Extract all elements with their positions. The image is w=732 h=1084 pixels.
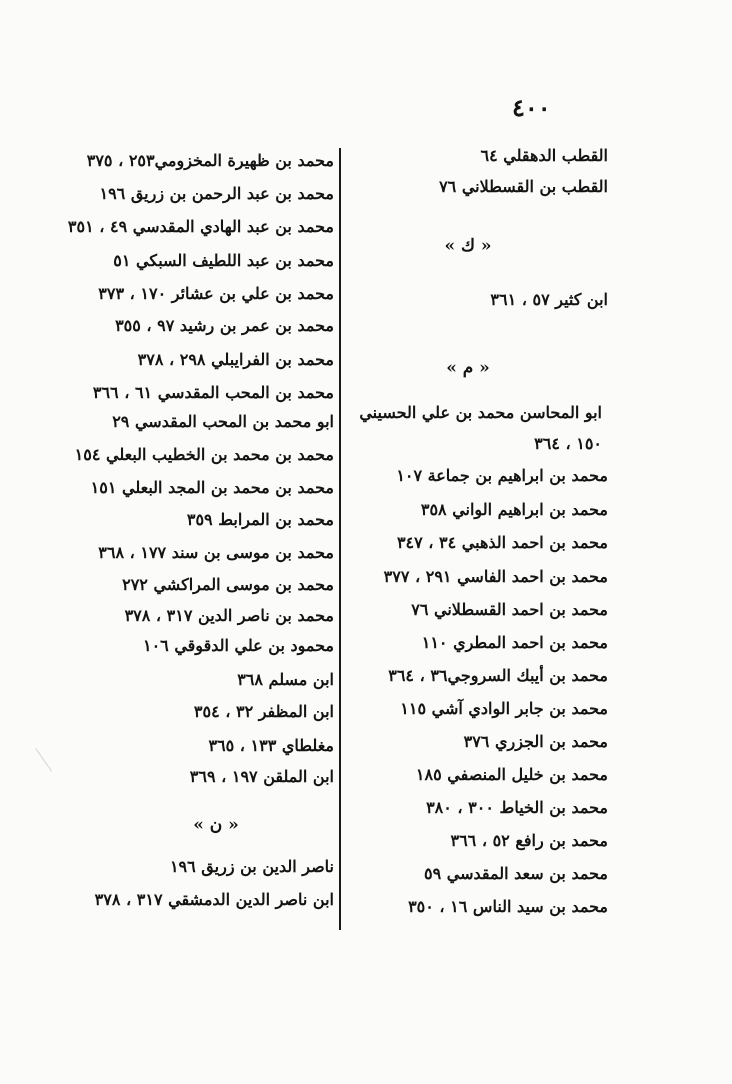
index-entry: محمد بن ناصر الدين ٣١٧ ، ٣٧٨ — [124, 606, 334, 625]
index-entry: ابن مسلم ٣٦٨ — [237, 670, 334, 689]
index-entry: ابن ناصر الدين الدمشقي ٣١٧ ، ٣٧٨ — [94, 890, 334, 909]
index-entry: محمد بن سيد الناس ١٦ ، ٣٥٠ — [408, 897, 608, 916]
index-entry: ابن المظفر ٣٢ ، ٣٥٤ — [193, 702, 334, 721]
index-entry: محمد بن المحب المقدسي ٦١ ، ٣٦٦ — [92, 383, 334, 402]
index-entry: محمد بن المرابط ٣٥٩ — [186, 510, 334, 529]
index-entry: محمد بن سعد المقدسي ٥٩ — [424, 864, 608, 883]
index-entry: ابو المحاسن محمد بن علي الحسيني — [359, 403, 602, 422]
index-entry: محمد بن موسى المراكشي ٢٧٢ — [122, 575, 334, 594]
section-heading-mim: « م » — [446, 358, 490, 378]
index-entry: محمد بن عبد الرحمن بن زريق ١٩٦ — [99, 184, 334, 203]
section-heading-kaf: « ك » — [444, 236, 492, 256]
index-entry: ابو محمد بن المحب المقدسي ٢٩ — [112, 412, 334, 431]
index-entry: محمد بن أيبك السروجي٣٦ ، ٣٦٤ — [388, 666, 608, 685]
index-entry: محمد بن محمد بن الخطيب البعلي ١٥٤ — [74, 445, 334, 464]
index-entry: مغلطاي ١٣٣ ، ٣٦٥ — [208, 736, 334, 755]
index-entry: محمد بن ابراهيم بن جماعة ١٠٧ — [396, 466, 608, 485]
index-entry: محمد بن عبد اللطيف السبكي ٥١ — [113, 251, 334, 270]
index-entry: محمد بن الفرايبلي ٢٩٨ ، ٣٧٨ — [137, 350, 334, 369]
index-entry: محمد بن علي بن عشائر ١٧٠ ، ٣٧٣ — [98, 284, 334, 303]
index-entry: محمد بن احمد الذهبي ٣٤ ، ٣٤٧ — [396, 533, 608, 552]
index-entry: محمد بن الخياط ٣٠٠ ، ٣٨٠ — [426, 798, 608, 817]
index-entry: القطب بن القسطلاني ٧٦ — [439, 177, 608, 196]
index-entry: محمد بن عمر بن رشيد ٩٧ ، ٣٥٥ — [115, 316, 334, 335]
index-entry: محمد بن الجزري ٣٧٦ — [463, 732, 608, 751]
index-entry: ناصر الدين بن زريق ١٩٦ — [169, 857, 334, 876]
index-entry: محمد بن احمد الفاسي ٢٩١ ، ٣٧٧ — [383, 567, 608, 586]
page-number: ٤٠٠ — [512, 93, 551, 122]
index-entry: محمد بن رافع ٥٢ ، ٣٦٦ — [450, 831, 608, 850]
index-entry: ابن كثير ٥٧ ، ٣٦١ — [490, 290, 608, 309]
index-entry: محمد بن ابراهيم الواني ٣٥٨ — [420, 500, 608, 519]
index-entry: محمود بن علي الدقوقي ١٠٦ — [142, 636, 334, 655]
index-entry: محمد بن احمد المطري ١١٠ — [421, 633, 608, 652]
index-entry: محمد بن جابر الوادي آشي ١١٥ — [400, 699, 608, 718]
index-entry: ابن الملقن ١٩٧ ، ٣٦٩ — [189, 767, 334, 786]
column-divider — [339, 148, 341, 930]
index-entry: محمد بن عبد الهادي المقدسي ٤٩ ، ٣٥١ — [67, 217, 334, 236]
index-entry: محمد بن خليل المنصفي ١٨٥ — [415, 765, 608, 784]
index-entry-continuation: ١٥٠ ، ٣٦٤ — [534, 434, 602, 453]
index-entry: محمد بن موسى بن سند ١٧٧ ، ٣٦٨ — [98, 543, 334, 562]
index-entry: محمد بن ظهيرة المخزومي٢٥٣ ، ٣٧٥ — [86, 151, 334, 170]
paper-mark — [35, 740, 63, 772]
index-entry: القطب الدهقلي ٦٤ — [480, 146, 608, 165]
index-entry: محمد بن محمد بن المجد البعلي ١٥١ — [90, 478, 334, 497]
index-entry: محمد بن احمد القسطلاني ٧٦ — [411, 600, 608, 619]
section-heading-nun: « ن » — [193, 815, 239, 835]
